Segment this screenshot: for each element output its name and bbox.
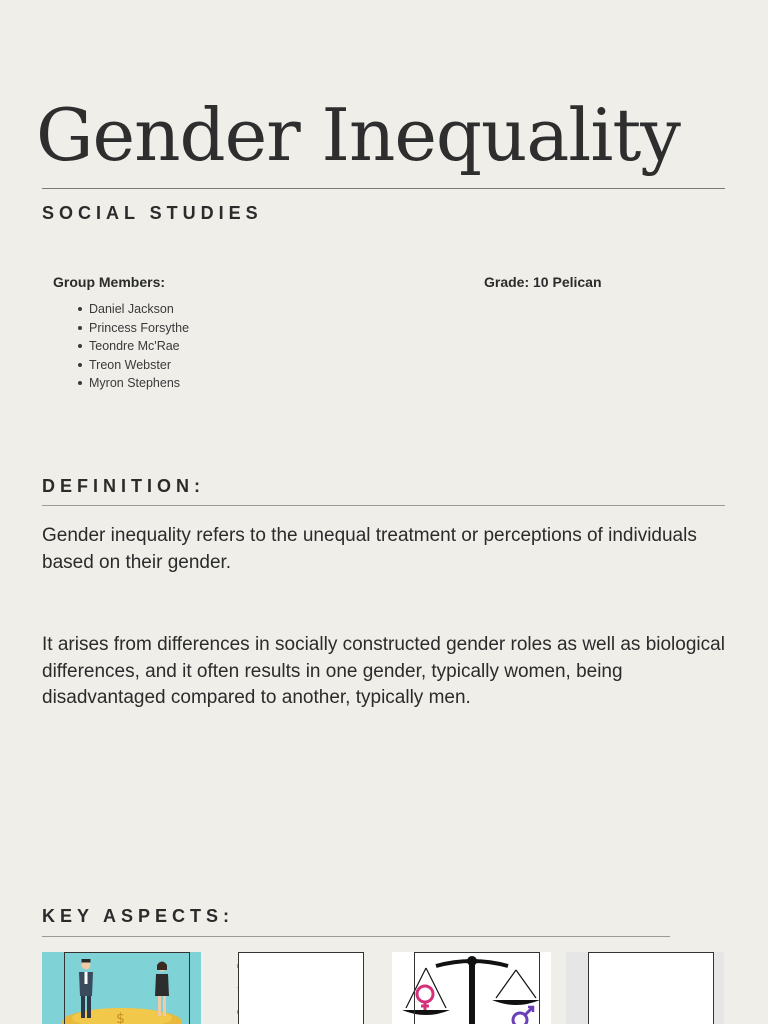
definition-paragraph-1: Gender inequality refers to the unequal treatment or perceptions of individuals based on their gender. [42, 525, 697, 573]
title-divider [42, 188, 725, 189]
definition-heading: DEFINITION: [42, 476, 205, 496]
list-item: Treon Webster [78, 356, 189, 375]
list-item: Teondre Mc'Rae [78, 337, 189, 356]
group-members-list [78, 300, 189, 393]
list-item: Myron Stephens [78, 374, 189, 393]
svg-text:$: $ [116, 1011, 125, 1024]
list-item: Daniel Jackson [78, 300, 189, 319]
list-item: Princess Forsythe [78, 319, 189, 338]
gender-gap-bars-icon [566, 952, 724, 1024]
grade-label: Grade: 10 Pelican [484, 274, 602, 290]
literacy-bar-chart-icon [228, 952, 380, 1024]
page-title: Gender Inequality [36, 93, 680, 177]
gender-scale-icon [392, 952, 551, 1024]
definition-paragraph-2: It arises from differences in socially constructed gender roles as well as biological differences, and it often results in one gender, typically women, being disadvantaged compared to another, typically men. [42, 634, 725, 708]
key-aspects-divider [42, 936, 670, 937]
group-members-label: Group Members: [53, 274, 166, 290]
subject-label: SOCIAL STUDIES [42, 203, 263, 223]
business-people-coin-icon [42, 952, 201, 1024]
key-aspects-heading: KEY ASPECTS: [42, 906, 235, 926]
definition-divider [42, 505, 725, 506]
